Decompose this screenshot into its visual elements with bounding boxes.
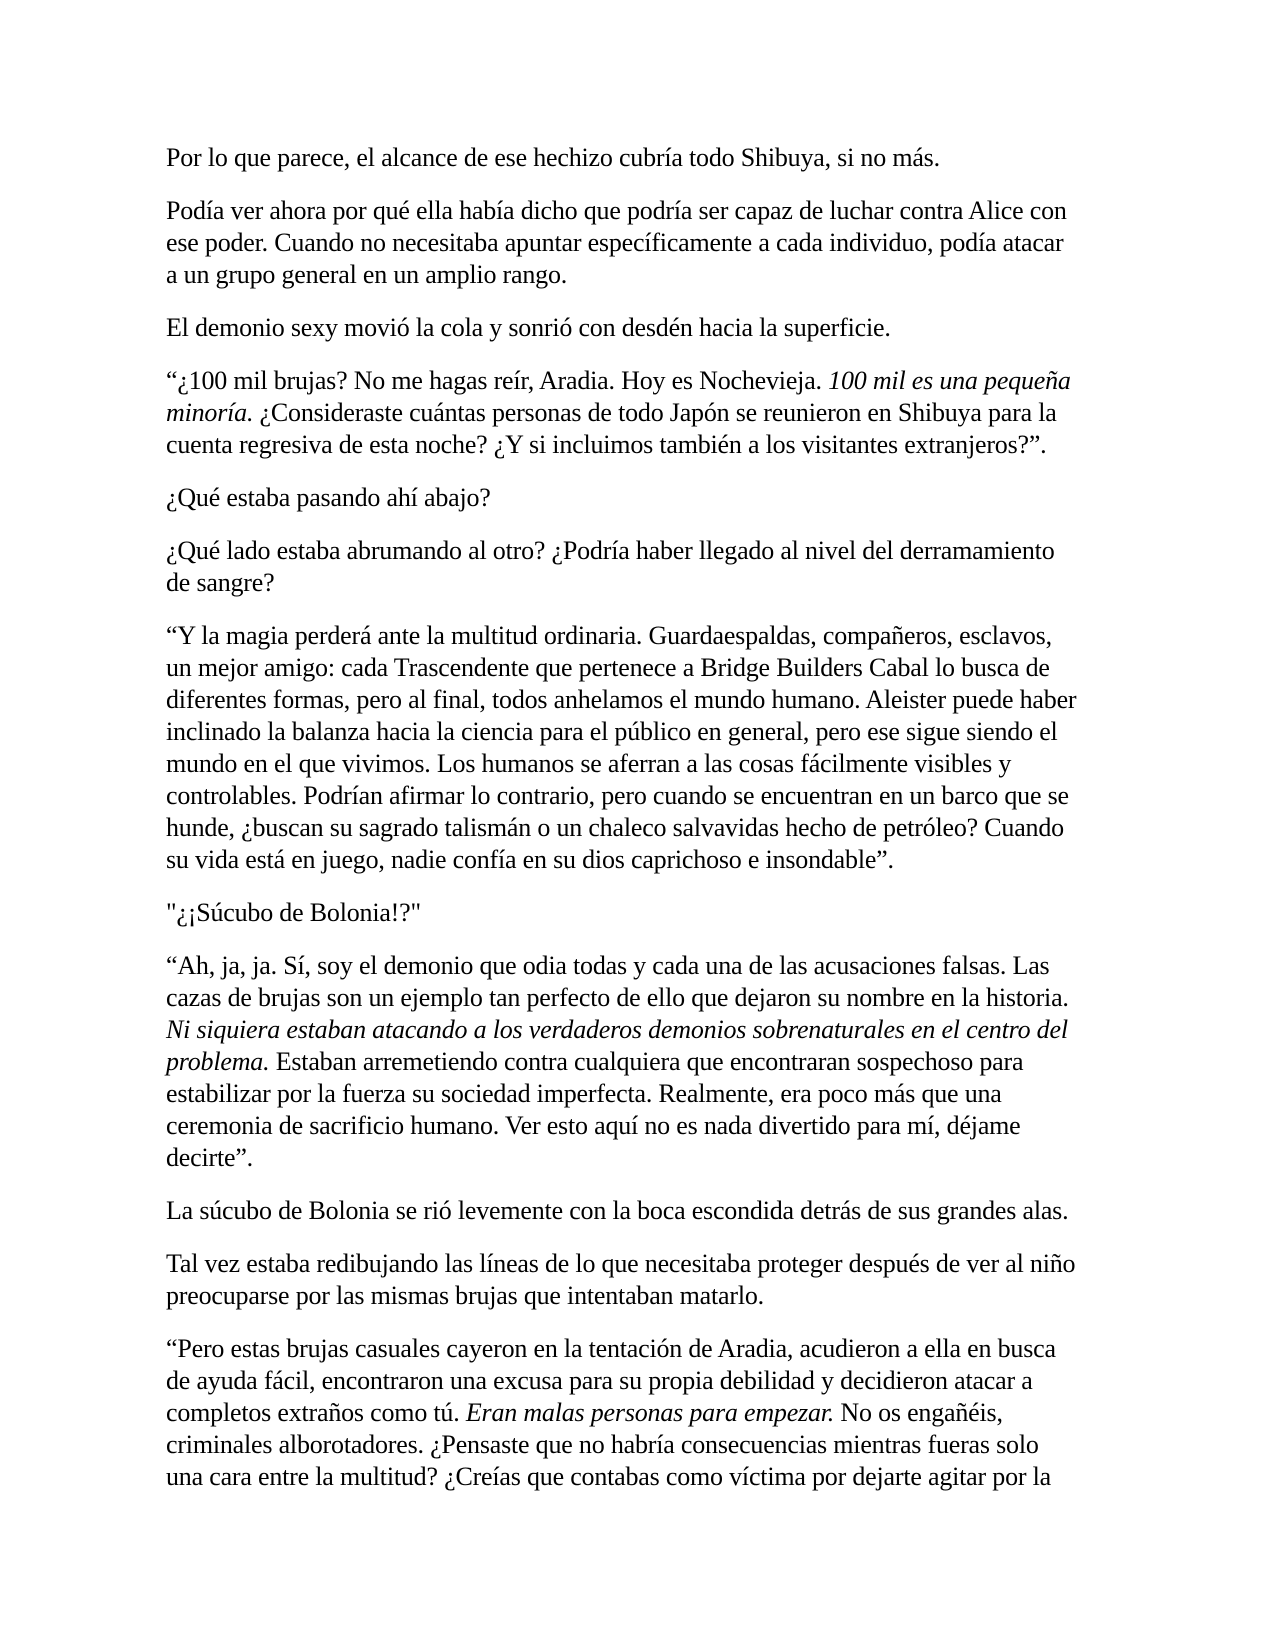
italic-text-run: Ni siquiera estaban atacando a los verdaderos demonios sobrenaturales en el centro del problema.: [166, 1015, 1068, 1076]
paragraph-1: [166, 142, 1078, 174]
text-run: Por lo que parece, el alcance de ese hechizo cubría todo Shibuya, si no más.: [166, 143, 940, 172]
text-run: Podía ver ahora por qué ella había dicho que podría ser capaz de luchar contra Alice con ese poder. Cuando no necesitaba apuntar específicamente a cada individuo, podía atacar a un grupo general en un amplio rango.: [166, 196, 1067, 289]
paragraph-6: [166, 535, 1078, 599]
text-run: Estaban arremetiendo contra cualquiera que encontraran sospechoso para estabilizar por la fuerza su sociedad imperfecta. Realmente, era poco más que una ceremonia de sacrificio humano. Ver esto aquí no es nada divertido para mí, déjame decirte”.: [166, 1047, 1024, 1172]
text-run: “¿100 mil brujas? No me hagas reír, Aradia. Hoy es Nochevieja.: [166, 366, 829, 395]
text-run: ¿Qué estaba pasando ahí abajo?: [166, 483, 491, 512]
paragraph-8: [166, 897, 1078, 929]
text-run: La súcubo de Bolonia se rió levemente con la boca escondida detrás de sus grandes alas.: [166, 1196, 1069, 1225]
paragraph-4: [166, 365, 1078, 461]
paragraph-10: [166, 1195, 1078, 1227]
italic-text-run: 100 mil es una pequeña minoría.: [166, 366, 1071, 427]
text-run: "¿¡Súcubo de Bolonia!?": [166, 898, 421, 927]
paragraph-3: [166, 312, 1078, 344]
text-run: “Ah, ja, ja. Sí, soy el demonio que odia todas y cada una de las acusaciones falsas. Las cazas de brujas son un ejemplo tan perfecto de ello que dejaron su nombre en la historia.: [166, 951, 1069, 1012]
paragraph-12: [166, 1333, 1078, 1493]
document-body: [166, 142, 1078, 1514]
text-run: ¿Consideraste cuántas personas de todo Japón se reunieron en Shibuya para la cuenta regresiva de esta noche? ¿Y si incluimos también a los visitantes extranjeros?”.: [166, 398, 1057, 459]
paragraph-7: [166, 620, 1078, 876]
text-run: “Y la magia perderá ante la multitud ordinaria. Guardaespaldas, compañeros, esclavos, un mejor amigo: cada Trascendente que pertenece a Bridge Builders Cabal lo busca de diferentes formas, pero al final, todos anhelamos el mundo humano. Aleister puede haber inclinado la balanza hacia la ciencia para el público en general, pero ese sigue siendo el mundo en el que vivimos. Los humanos se aferran a las cosas fácilmente visibles y controlables. Podrían afirmar lo contrario, pero cuando se encuentran en un barco que se hunde, ¿buscan su sagrado talismán o un chaleco salvavidas hecho de petróleo? Cuando su vida está en juego, nadie confía en su dios caprichoso e insondable”.: [166, 621, 1077, 874]
paragraph-5: [166, 482, 1078, 514]
paragraph-9: [166, 950, 1078, 1174]
italic-text-run: Eran malas personas para empezar.: [465, 1398, 835, 1427]
text-run: No os engañéis, criminales alborotadores. ¿Pensaste que no habría consecuencias mientras fueras solo una cara entre la multitud? ¿Creías que contabas como víctima por dejarte agitar por la: [166, 1398, 1051, 1491]
text-run: “Pero estas brujas casuales cayeron en la tentación de Aradia, acudieron a ella en busca de ayuda fácil, encontraron una excusa para su propia debilidad y decidieron atacar a completos extraños como tú.: [166, 1334, 1056, 1427]
paragraph-2: [166, 195, 1078, 291]
text-run: ¿Qué lado estaba abrumando al otro? ¿Podría haber llegado al nivel del derramamiento de sangre?: [166, 536, 1055, 597]
text-run: Tal vez estaba redibujando las líneas de lo que necesitaba proteger después de ver al niño preocuparse por las mismas brujas que intentaban matarlo.: [166, 1249, 1076, 1310]
text-run: El demonio sexy movió la cola y sonrió con desdén hacia la superficie.: [166, 313, 891, 342]
paragraph-11: [166, 1248, 1078, 1312]
